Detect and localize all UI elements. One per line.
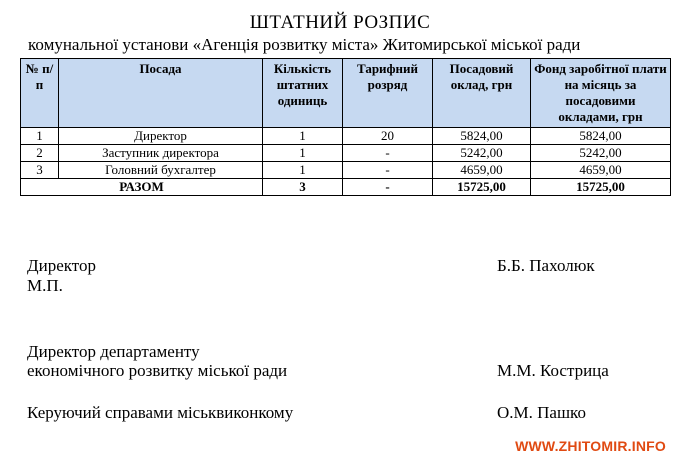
total-payroll-fund: 15725,00 <box>531 179 671 196</box>
cell-payroll-fund: 5242,00 <box>531 145 671 162</box>
director-title: Директор <box>27 256 96 275</box>
cell-position: Директор <box>59 128 263 145</box>
total-tariff-grade: - <box>343 179 433 196</box>
total-staff-units: 3 <box>263 179 343 196</box>
column-header-staff-units: Кількість штатних одиниць <box>263 59 343 128</box>
director-name: Б.Б. Пахолюк <box>497 256 595 275</box>
table-row <box>21 145 671 162</box>
table-row <box>21 162 671 179</box>
staffing-table <box>20 58 671 196</box>
cell-position: Заступник директора <box>59 145 263 162</box>
dept-director-title-line2: економічного розвитку міської ради <box>27 361 288 380</box>
affairs-manager-title: Керуючий справами міськвиконкому <box>27 403 294 422</box>
column-header-number: № п/п <box>21 59 59 128</box>
cell-staff-units: 1 <box>263 162 343 179</box>
cell-tariff-grade: - <box>343 145 433 162</box>
site-watermark: WWW.ZHITOMIR.INFO <box>515 438 666 454</box>
dept-director-title-line1: Директор департаменту <box>27 342 200 361</box>
cell-staff-units: 1 <box>263 145 343 162</box>
cell-salary: 5824,00 <box>433 128 531 145</box>
column-header-payroll-fund: Фонд заробітної плати на місяць за посадовими окладами, грн <box>531 59 671 128</box>
cell-tariff-grade: 20 <box>343 128 433 145</box>
document-subtitle: комунальної установи «Агенція розвитку міста» Житомирської міської ради <box>28 35 581 54</box>
table-total-row <box>21 179 671 196</box>
cell-salary: 4659,00 <box>433 162 531 179</box>
cell-payroll-fund: 4659,00 <box>531 162 671 179</box>
cell-salary: 5242,00 <box>433 145 531 162</box>
document-title: ШТАТНИЙ РОЗПИС <box>249 12 431 33</box>
column-header-position: Посада <box>59 59 263 128</box>
table-header-row <box>21 59 671 128</box>
cell-number: 3 <box>21 162 59 179</box>
dept-director-name: М.М. Кострица <box>497 361 609 380</box>
column-header-tariff-grade: Тарифний розряд <box>343 59 433 128</box>
cell-tariff-grade: - <box>343 162 433 179</box>
cell-payroll-fund: 5824,00 <box>531 128 671 145</box>
table-row <box>21 128 671 145</box>
total-salary: 15725,00 <box>433 179 531 196</box>
cell-staff-units: 1 <box>263 128 343 145</box>
total-label: РАЗОМ <box>21 179 263 196</box>
column-header-salary: Посадовий оклад, грн <box>433 59 531 128</box>
affairs-manager-name: О.М. Пашко <box>497 403 586 422</box>
cell-number: 1 <box>21 128 59 145</box>
director-stamp: М.П. <box>27 276 63 295</box>
cell-number: 2 <box>21 145 59 162</box>
cell-position: Головний бухгалтер <box>59 162 263 179</box>
